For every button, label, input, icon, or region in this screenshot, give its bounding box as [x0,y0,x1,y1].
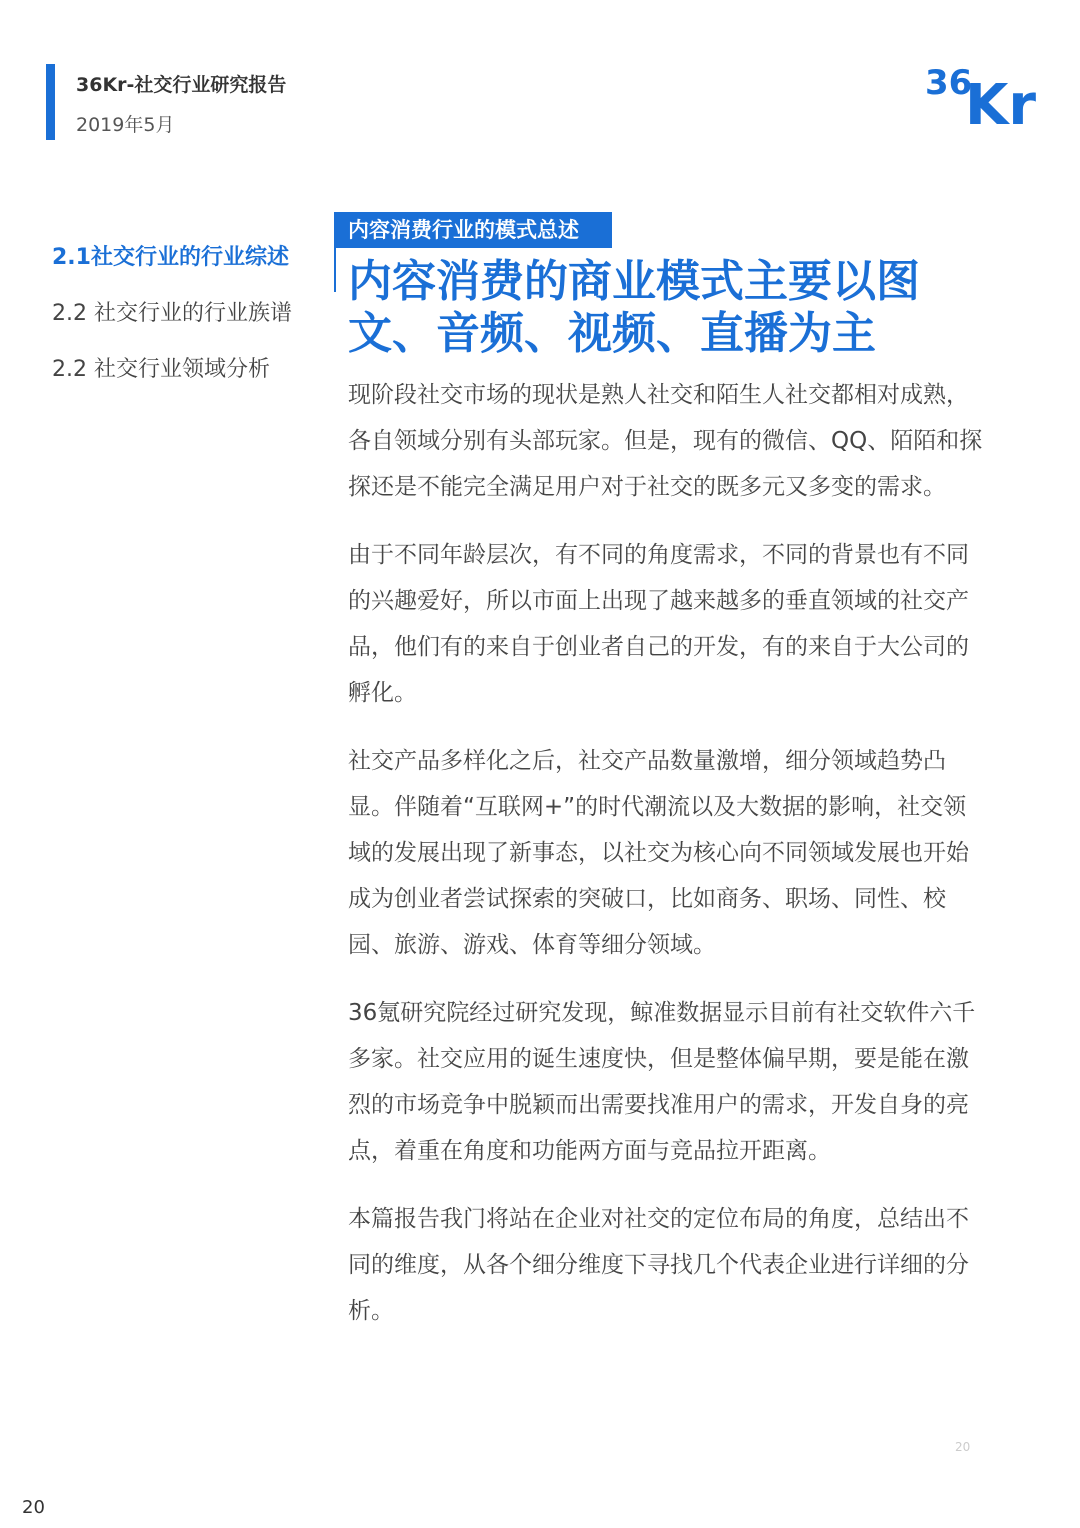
paragraph: 社交产品多样化之后，社交产品数量激增，细分领域趋势凸显。伴随着“互联网+”的时代潮流以及大数据的影响，社交领域的发展出现了新事态，以社交为核心向不同领域发展也开始成为创业者尝试探索的突破口，比如商务、职场、同性、校园、旅游、游戏、体育等细分领域。 [348,748,969,958]
paragraph: 本篇报告我门将站在企业对社交的定位布局的角度，总结出不同的维度，从各个细分维度下寻找几个代表企业进行详细的分析。 [348,1206,969,1324]
page-number: 20 [22,1497,45,1518]
sidebar-nav [52,230,302,398]
sidebar-item-industry-overview[interactable]: 2.1社交行业的行业综述 [52,245,289,270]
section-tag: 内容消费行业的模式总述 [336,212,612,248]
inner-page-number: 20 [955,1440,971,1454]
page-headline: 内容消费的商业模式主要以图文、音频、视频、直播为主 [348,256,920,359]
svg-text:36: 36 [925,63,973,103]
paragraph: 由于不同年龄层次，有不同的角度需求，不同的背景也有不同的兴趣爱好，所以市面上出现了越来越多的垂直领域的社交产品，他们有的来自于创业者自己的开发，有的来自于大公司的孵化。 [348,542,969,706]
36kr-logo [925,54,1045,134]
svg-text:Kr: Kr [965,73,1037,134]
body-text [348,372,988,1356]
paragraph: 36氪研究院经过研究发现，鲸准数据显示目前有社交软件六千多家。社交应用的诞生速度快，但是整体偏早期，要是能在激烈的市场竞争中脱颖而出需要找准用户的需求，开发自身的亮点，着重在角度和功能两方面与竞品拉开距离。 [348,1000,976,1164]
header-accent-bar [46,64,55,140]
report-date: 2019年5月 [76,114,175,136]
sidebar-item-industry-family-tree[interactable]: 2.2 社交行业的行业族谱 [52,301,292,326]
sidebar-item-domain-analysis[interactable]: 2.2 社交行业领域分析 [52,357,270,382]
report-title: 36Kr-社交行业研究报告 [76,74,287,96]
paragraph: 现阶段社交市场的现状是熟人社交和陌生人社交都相对成熟，各自领域分别有头部玩家。但是，现有的微信、QQ、陌陌和探探还是不能完全满足用户对于社交的既多元又多变的需求。 [348,382,983,500]
